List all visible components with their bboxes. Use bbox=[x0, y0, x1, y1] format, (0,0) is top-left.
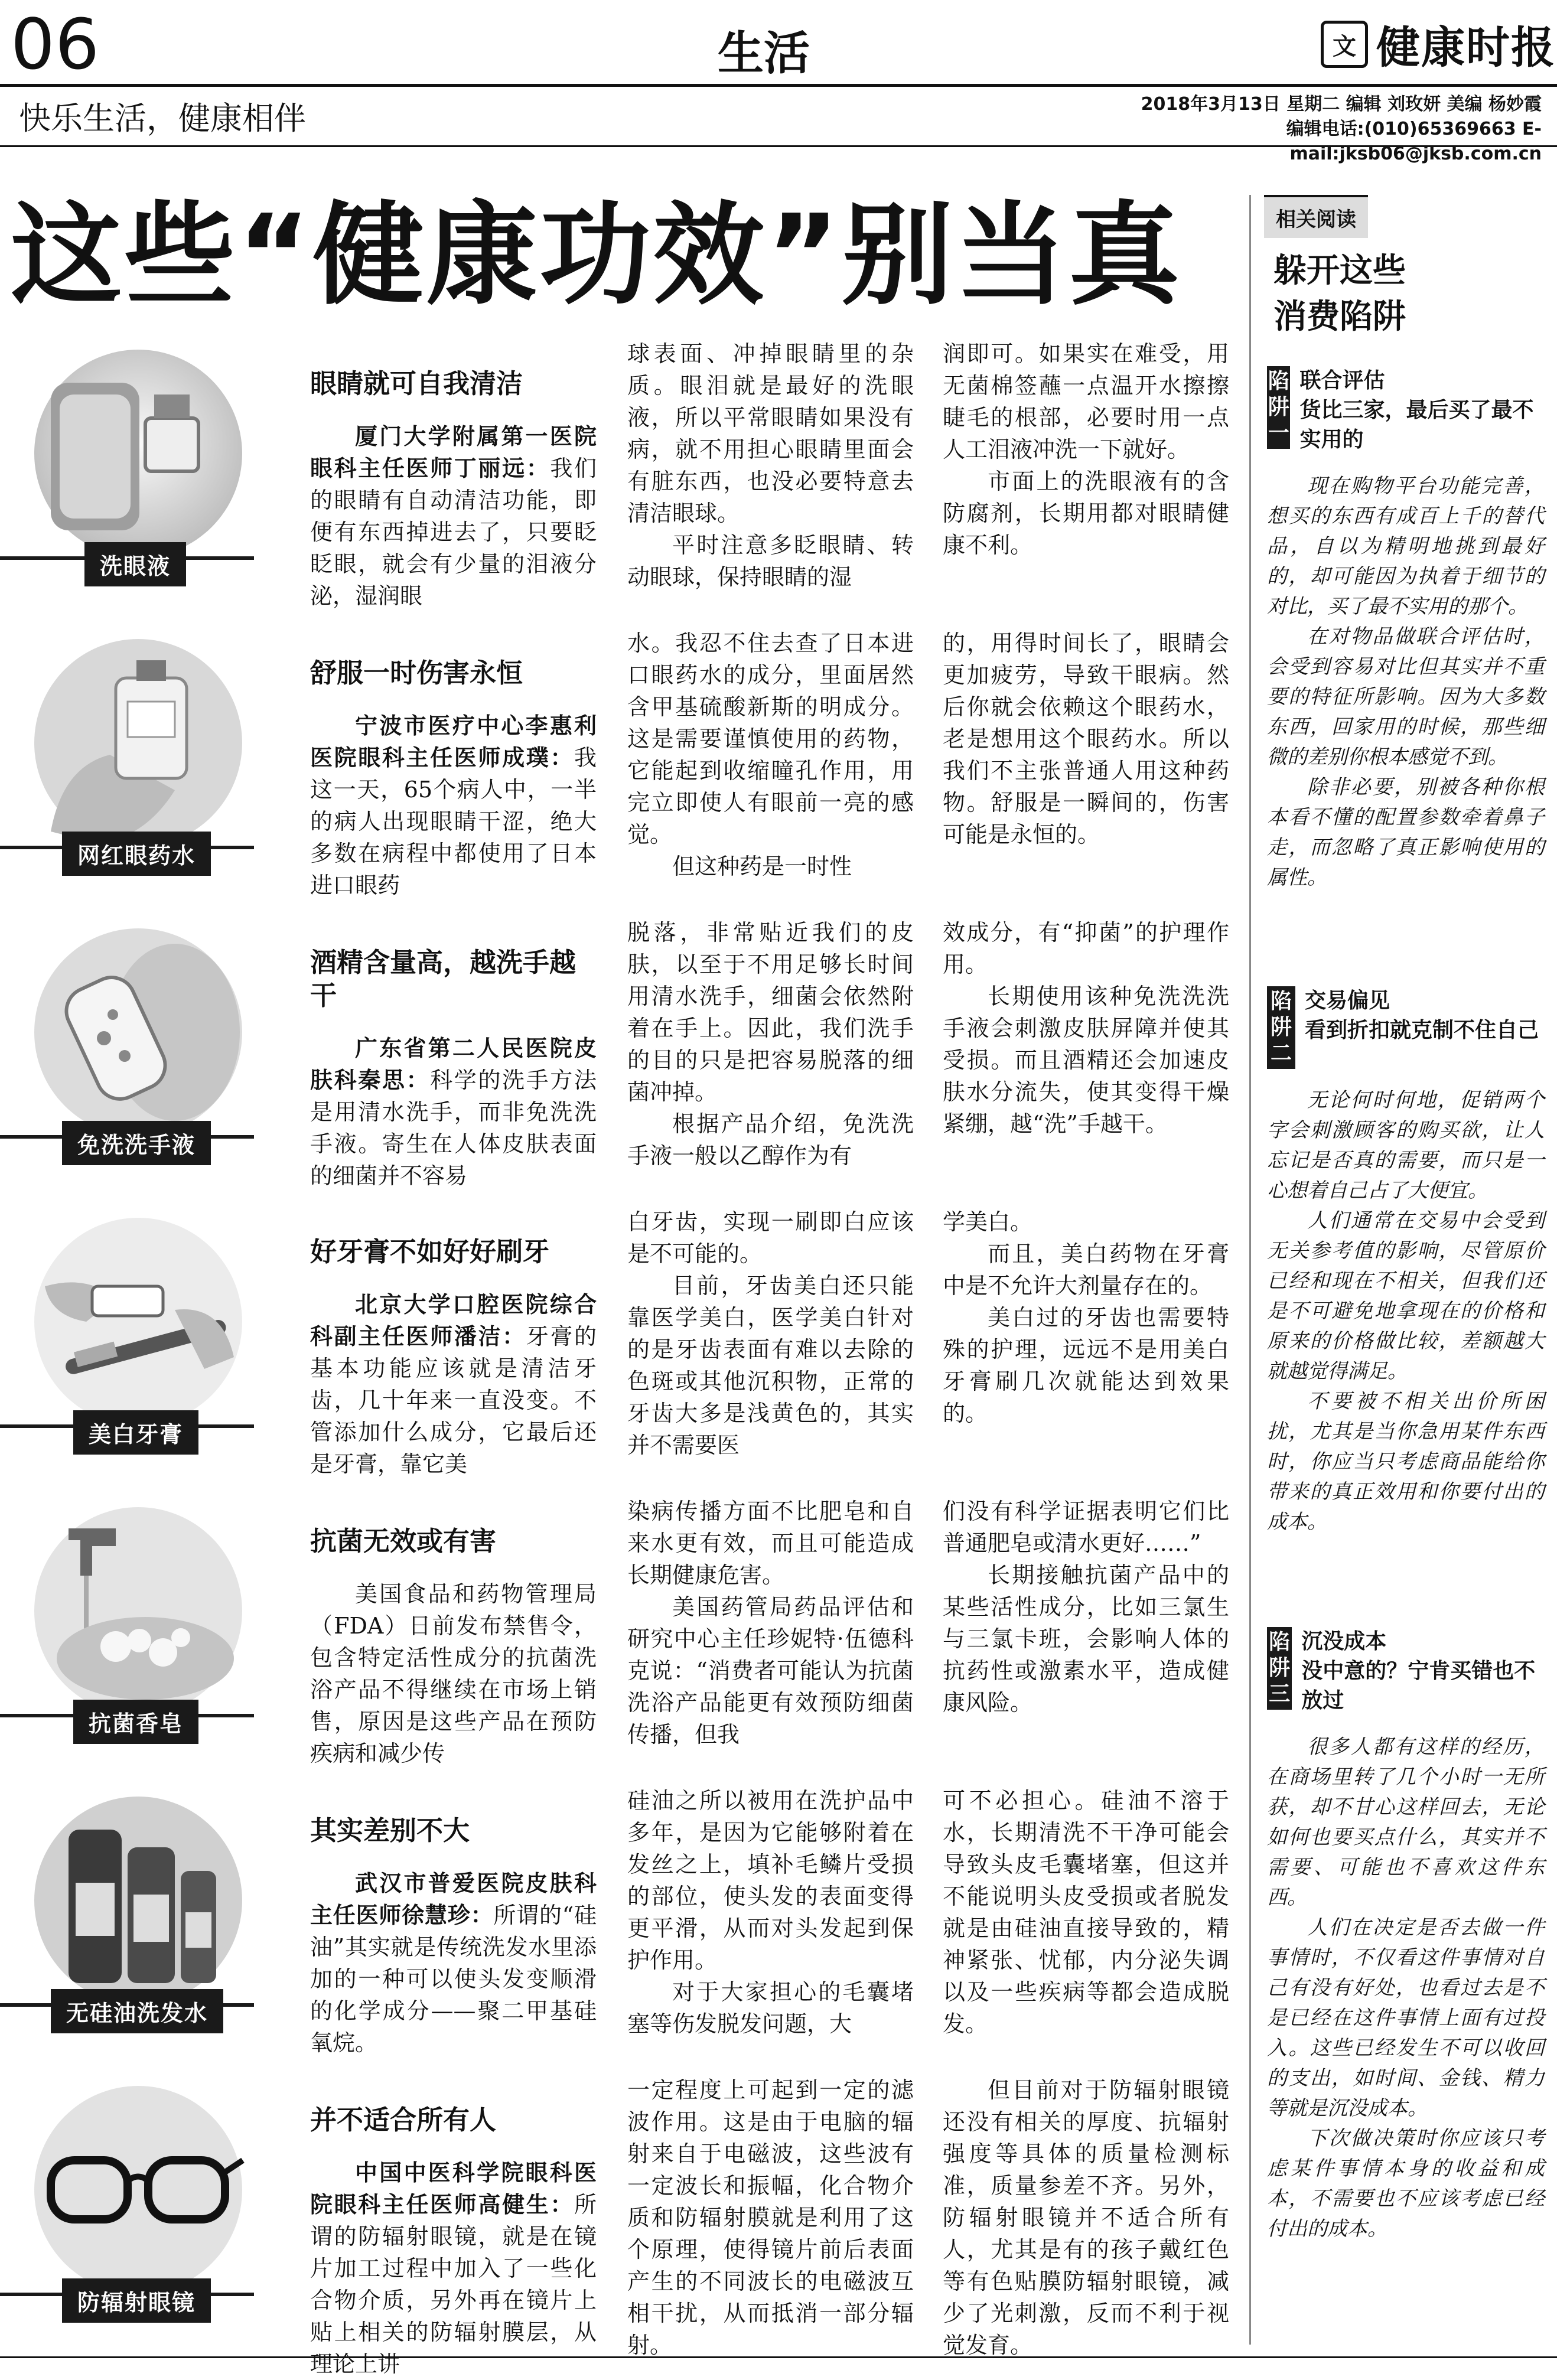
article-column bbox=[627, 1495, 914, 1767]
trap-badge-char: 陷 bbox=[1269, 1630, 1291, 1654]
trap-badge-char: 一 bbox=[1268, 421, 1289, 445]
trap-item bbox=[1267, 986, 1545, 1537]
article-paragraph bbox=[627, 850, 914, 882]
article-column bbox=[627, 627, 914, 899]
paragraph-text: 们没有科学证据表明它们比普通肥皂或清水更好……” bbox=[943, 1498, 1229, 1556]
paragraph-text: 平时注意多眨眼睛、转动眼球，保持眼睛的湿 bbox=[627, 532, 914, 590]
paragraph-text: 学美白。 bbox=[943, 1209, 1033, 1235]
trap-badge-char: 陷 bbox=[1270, 989, 1292, 1013]
trap-badge-char: 阱 bbox=[1270, 1015, 1292, 1039]
product-tag: 洗眼液 bbox=[84, 542, 186, 586]
article-paragraph bbox=[943, 1785, 1229, 2040]
article-title: 其实差别不大 bbox=[310, 1815, 470, 1846]
product-tag: 抗菌香皂 bbox=[73, 1700, 198, 1744]
trap-header bbox=[1267, 986, 1545, 1069]
paragraph-text: 美国药管局药品评估和研究中心主任珍妮特·伍德科克说：“消费者可能认为抗菌洗浴产品能更有效预防细菌传播，但我 bbox=[627, 1594, 914, 1747]
article-block bbox=[0, 920, 1240, 1221]
paragraph-text: 球表面、冲掉眼睛里的杂质。眼泪就是最好的洗眼液，所以平常眼睛如果没有病，就不用担心眼睛里面会有脏东西，也没必要特意去清洁眼球。 bbox=[627, 341, 914, 526]
paragraph-text: 而且，美白药物在牙膏中是不允许大剂量存在的。 bbox=[943, 1241, 1229, 1299]
trap-item bbox=[1267, 366, 1545, 893]
trap-paragraph: 无论何时何地，促销两个字会刺激顾客的购买欲，让人忘记是否真的需要，而只是一心想着自己占了大便宜。 bbox=[1267, 1088, 1545, 1202]
trap-badge bbox=[1267, 366, 1290, 449]
trap-paragraph: 现在购物平台功能完善，想买的东西有成百上千的替代品，自以为精明地挑到最好的，却可能因为执着于细节的对比，买了最不实用的那个。 bbox=[1267, 474, 1545, 618]
paragraph-text: 润即可。如果实在难受，用无菌棉签蘸一点温开水擦擦睫毛的根部，必要时用一点人工泪液冲洗一下就好。 bbox=[943, 341, 1229, 462]
article-paragraph bbox=[627, 917, 914, 1108]
trap-item bbox=[1267, 1627, 1545, 2244]
article-block bbox=[0, 1788, 1240, 2089]
article-photo bbox=[27, 1215, 249, 1428]
source-byline: 北京大学口腔医院综合科副主任医师潘洁： bbox=[310, 1291, 597, 1349]
article-title: 眼睛就可自我清洁 bbox=[310, 368, 523, 399]
trap-subtitle-line: 货比三家，最后买了最不实用的 bbox=[1299, 398, 1534, 452]
product-tag: 免洗洗手液 bbox=[62, 1121, 211, 1165]
article-photo bbox=[27, 1794, 249, 2007]
article-paragraph bbox=[943, 917, 1229, 980]
article-column bbox=[310, 1867, 597, 2068]
product-tag: 美白牙膏 bbox=[73, 1410, 198, 1455]
logo-seal: 文 bbox=[1321, 21, 1368, 68]
sidebar-title bbox=[1273, 248, 1406, 340]
section-title: 生活 bbox=[718, 27, 810, 80]
article-paragraph bbox=[627, 338, 914, 529]
article-title: 并不适合所有人 bbox=[310, 2104, 497, 2136]
product-tag: 无硅油洗发水 bbox=[51, 1989, 223, 2033]
paragraph-text: 白牙齿，实现一刷即白应该是不可能的。 bbox=[627, 1209, 914, 1267]
source-byline: 广东省第二人民医院皮肤科秦思： bbox=[310, 1035, 597, 1093]
article-column bbox=[310, 710, 597, 911]
trap-body bbox=[1267, 471, 1545, 893]
product-tag: 网红眼药水 bbox=[62, 832, 211, 876]
slogan: 快乐生活，健康相伴 bbox=[19, 100, 306, 137]
trap-paragraph: 人们通常在交易中会受到无关参考值的影响，尽管原价已经和现在不相关，但我们还是不可避免地拿现在的价格和原来的价格做比较，差额越大就越觉得满足。 bbox=[1267, 1209, 1545, 1383]
trap-subtitle-line: 交易偏见 bbox=[1305, 989, 1390, 1013]
main-headline: 这些“健康功效”别当真 bbox=[11, 191, 1183, 320]
trap-paragraph: 下次做决策时你应该只考虑某件事情本身的收益和成本，不需要也不应该考虑已经付出的成本。 bbox=[1267, 2127, 1545, 2241]
article-photo bbox=[27, 2084, 249, 2296]
article-paragraph bbox=[310, 1289, 597, 1480]
paragraph-text: 长期使用该种免洗洗洗手液会刺激皮肤屏障并使其受损。而且酒精还会加速皮肤水分流失，使其变得干燥紧绷，越“洗”手越干。 bbox=[943, 983, 1229, 1137]
paragraph-text: 美白过的牙齿也需要特殊的护理，远远不是用美白牙膏刷几次就能达到效果的。 bbox=[943, 1305, 1229, 1426]
trap-header bbox=[1267, 366, 1545, 455]
newspaper-logo bbox=[1321, 13, 1556, 76]
paragraph-text: 牙膏的基本功能应该就是清洁牙齿，几十年来一直没变。不管添加什么成分，它最后还是牙膏，靠它美 bbox=[310, 1323, 597, 1477]
header-rule-lower bbox=[0, 145, 1557, 147]
article-title: 酒精含量高，越洗手越干 bbox=[310, 947, 576, 1011]
paragraph-text: 脱落，非常贴近我们的皮肤，以至于不用足够长时间用清水洗手，细菌会依然附着在手上。因此，我们洗手的目的只是把容易脱落的细菌冲掉。 bbox=[627, 920, 914, 1105]
product-tag: 防辐射眼镜 bbox=[62, 2278, 211, 2323]
edition-meta bbox=[1057, 92, 1542, 167]
paragraph-text: 所谓的防辐射眼镜，就是在镜片加工过程中加入了一些化合物介质，另外再在镜片上贴上相关的防辐射膜层，从理论上讲 bbox=[310, 2192, 597, 2377]
trap-badge bbox=[1267, 1627, 1292, 1710]
article-paragraph bbox=[943, 627, 1229, 850]
paragraph-text: 根据产品介绍，免洗洗手液一般以乙醇作为有 bbox=[627, 1111, 914, 1169]
article-column bbox=[310, 420, 597, 621]
paragraph-text: 我们的眼睛有自动清洁功能，即便有东西掉进去了，只要眨眨眼，就会有少量的泪液分泌，湿润眼 bbox=[310, 455, 597, 609]
article-paragraph bbox=[627, 1108, 914, 1172]
article-photo bbox=[27, 1505, 249, 1717]
trap-badge-char: 二 bbox=[1270, 1041, 1292, 1065]
sidebar-title-line2: 消费陷阱 bbox=[1273, 298, 1406, 336]
article-paragraph bbox=[627, 1785, 914, 1976]
article-paragraph bbox=[943, 465, 1229, 561]
trap-subtitle-line: 沉没成本 bbox=[1301, 1629, 1387, 1654]
article-paragraph bbox=[310, 2157, 597, 2380]
sidebar-label: 相关阅读 bbox=[1264, 195, 1368, 238]
trap-body bbox=[1267, 1732, 1545, 2244]
source-byline: 宁波市医疗中心李惠利医院眼科主任医师成璞： bbox=[310, 712, 597, 771]
article-column bbox=[943, 1495, 1229, 1767]
paragraph-text: 科学的洗手方法是用清水洗手，而非免洗洗手液。寄生在人体皮肤表面的细菌并不容易 bbox=[310, 1067, 597, 1189]
article-title: 舒服一时伤害永恒 bbox=[310, 657, 523, 689]
trap-subtitle bbox=[1305, 986, 1539, 1045]
article-paragraph bbox=[627, 2074, 914, 2361]
article-title: 抗菌无效或有害 bbox=[310, 1525, 497, 1557]
source-byline: 武汉市普爱医院皮肤科主任医师徐慧珍： bbox=[310, 1870, 597, 1928]
article-block bbox=[0, 1498, 1240, 1800]
trap-subtitle bbox=[1301, 1627, 1545, 1716]
article-paragraph bbox=[627, 1591, 914, 1750]
article-paragraph bbox=[943, 1559, 1229, 1719]
sidebar-label-wrap bbox=[1264, 195, 1542, 238]
article-column bbox=[943, 627, 1229, 899]
paragraph-text: 水。我忍不住去查了日本进口眼药水的成分，里面居然含甲基硫酸新斯的明成分。这是需要谨慎使用的药物，它能起到收缩瞳孔作用，用完立即使人有眼前一亮的感觉。 bbox=[627, 630, 914, 847]
article-paragraph bbox=[310, 420, 597, 612]
column-divider bbox=[1249, 195, 1251, 2345]
article-column bbox=[943, 1785, 1229, 2056]
paragraph-text: 但目前对于防辐射眼镜还没有相关的厚度、抗辐射强度等具体的质量检测标准，质量参差不齐。另外，防辐射眼镜并不适合所有人，尤其是有的孩子戴红色等有色贴膜防辐射眼镜，减少了光刺激，反而不利于视觉发育。 bbox=[943, 2077, 1229, 2358]
sidebar-title-line1: 躲开这些 bbox=[1273, 252, 1406, 290]
trap-paragraph: 很多人都有这样的经历，在商场里转了几个小时一无所获，却不甘心这样回去，无论如何也要买点什么，其实并不需要、可能也不喜欢这件东西。 bbox=[1267, 1735, 1545, 1909]
article-photo bbox=[27, 926, 249, 1139]
article-paragraph bbox=[627, 529, 914, 593]
article-photo bbox=[27, 637, 249, 849]
article-paragraph bbox=[943, 1206, 1229, 1238]
article-column bbox=[627, 1785, 914, 2056]
trap-badge bbox=[1267, 986, 1295, 1069]
paragraph-text: 美国食品和药物管理局（FDA）日前发布禁售令，包含特定活性成分的抗菌洗浴产品不得继续在市场上销售，原因是这些产品在预防疾病和减少传 bbox=[310, 1581, 597, 1766]
trap-badge-char: 阱 bbox=[1268, 395, 1289, 419]
edition-meta-line1: 2018年3月13日 星期二 编辑 刘玫妍 美编 杨妙霞 bbox=[1141, 94, 1542, 115]
trap-body bbox=[1267, 1085, 1545, 1537]
trap-badge-char: 陷 bbox=[1268, 369, 1289, 393]
paragraph-text: 所谓的“硅油”其实就是传统洗发水里添加的一种可以使头发变顺滑的化学成分——聚二甲基硅氧烷。 bbox=[310, 1902, 597, 2056]
article-column bbox=[943, 1206, 1229, 1478]
article-column bbox=[943, 2074, 1229, 2358]
paragraph-text: 一定程度上可起到一定的滤波作用。这是由于电脑的辐射来自于电磁波，这些波有一定波长和振幅，化合物介质和防辐射膜就是利用了这个原理，使得镜片前后表面产生的不同波长的电磁波互相干扰，从而抵消一部分辐射。 bbox=[627, 2077, 914, 2358]
trap-subtitle-line: 联合评估 bbox=[1299, 369, 1385, 393]
article-paragraph bbox=[943, 1238, 1229, 1302]
trap-subtitle-line: 看到折扣就克制不住自己 bbox=[1305, 1018, 1539, 1042]
trap-badge-char: 三 bbox=[1269, 1682, 1291, 1706]
article-column bbox=[310, 1032, 597, 1200]
trap-subtitle bbox=[1299, 366, 1545, 455]
header-rule bbox=[0, 84, 1557, 87]
paragraph-text: 硅油之所以被用在洗护品中多年，是因为它能够附着在发丝之上，填补毛鳞片受损的部位，使头发的表面变得更平滑，从而对头发起到保护作用。 bbox=[627, 1788, 914, 1973]
paragraph-text: 对于大家担心的毛囊堵塞等伤发脱发问题，大 bbox=[627, 1979, 914, 2037]
paragraph-text: 我这一天，65个病人中，一半的病人出现眼睛干涩，绝大多数在病程中都使用了日本进口眼药 bbox=[310, 745, 597, 898]
article-column bbox=[627, 338, 914, 609]
trap-badge-char: 阱 bbox=[1269, 1656, 1291, 1680]
source-byline: 中国中医科学院眼科医院眼科主任医师高健生： bbox=[310, 2159, 597, 2218]
trap-subtitle-line: 没中意的？宁肯买错也不放过 bbox=[1301, 1659, 1536, 1713]
article-column bbox=[310, 1289, 597, 1489]
paragraph-text: 的，用得时间长了，眼睛会更加疲劳，导致干眼病。然后你就会依赖这个眼药水，老是想用这个眼药水。所以我们不主张普通人用这种药物。舒服是一瞬间的，伤害可能是永恒的。 bbox=[943, 630, 1229, 847]
article-title: 好牙膏不如好好刷牙 bbox=[310, 1236, 550, 1267]
edition-meta-line2: 编辑电话:(010)65369663 E-mail:jksb06@jksb.com.cn bbox=[1286, 119, 1542, 164]
article-column bbox=[943, 917, 1229, 1188]
paragraph-text: 效成分，有“抑菌”的护理作用。 bbox=[943, 920, 1229, 977]
article-paragraph bbox=[627, 627, 914, 850]
footer-rule bbox=[0, 2356, 1557, 2358]
article-paragraph bbox=[310, 1867, 597, 2059]
article-paragraph bbox=[943, 1302, 1229, 1429]
article-column bbox=[310, 2157, 597, 2377]
article-column bbox=[627, 2074, 914, 2358]
trap-paragraph: 除非必要，别被各种你根本看不懂的配置参数牵着鼻子走，而忽略了真正影响使用的属性。 bbox=[1267, 775, 1545, 889]
article-block bbox=[0, 630, 1240, 932]
trap-header bbox=[1267, 1627, 1545, 1716]
logo-text: 健康时报 bbox=[1376, 22, 1556, 73]
article-photo bbox=[27, 347, 249, 560]
article-paragraph bbox=[310, 1032, 597, 1192]
article-paragraph bbox=[627, 1270, 914, 1461]
page-number: 06 bbox=[11, 4, 100, 85]
article-paragraph bbox=[627, 1206, 914, 1270]
article-column bbox=[310, 1578, 597, 1779]
trap-paragraph: 在对物品做联合评估时，会受到容易对比但其实并不重要的特征所影响。因为大多数东西，回家用的时候，那些细微的差别你根本感觉不到。 bbox=[1267, 625, 1545, 769]
paragraph-text: 长期接触抗菌产品中的某些活性成分，比如三氯生与三氯卡班，会影响人体的抗药性或激素水平，造成健康风险。 bbox=[943, 1562, 1229, 1716]
article-column bbox=[627, 1206, 914, 1478]
article-block bbox=[0, 341, 1240, 643]
trap-paragraph: 人们在决定是否去做一件事情时，不仅看这件事情对自己有没有好处，也看过去是不是已经在这件事情上面有过投入。这些已经发生不可以收回的支出，如时间、金钱、精力等就是沉没成本。 bbox=[1267, 1916, 1545, 2120]
article-paragraph bbox=[943, 1495, 1229, 1559]
paragraph-text: 目前，牙齿美白还只能靠医学美白，医学美白针对的是牙齿表面有难以去除的色斑或其他沉积物，正常的牙齿大多是浅黄色的，其实并不需要医 bbox=[627, 1273, 914, 1458]
article-paragraph bbox=[627, 1495, 914, 1591]
article-block bbox=[0, 1209, 1240, 1511]
article-block bbox=[0, 2077, 1240, 2379]
article-paragraph bbox=[943, 2074, 1229, 2361]
trap-paragraph: 不要被不相关出价所困扰，尤其是当你急用某件东西时，你应当只考虑商品能给你带来的真正效用和你要付出的成本。 bbox=[1267, 1390, 1545, 1534]
source-byline: 厦门大学附属第一医院眼科主任医师丁丽远： bbox=[310, 423, 597, 481]
paragraph-text: 可不必担心。硅油不溶于水，长期清洗不干净可能会导致头皮毛囊堵塞，但这并不能说明头皮受损或者脱发就是由硅油直接导致的，精神紧张、忧郁，内分泌失调以及一些疾病等都会造成脱发。 bbox=[943, 1788, 1229, 2037]
article-paragraph bbox=[310, 1578, 597, 1769]
paragraph-text: 市面上的洗眼液有的含防腐剂，长期用都对眼睛健康不利。 bbox=[943, 468, 1229, 558]
article-paragraph bbox=[943, 980, 1229, 1140]
article-column bbox=[627, 917, 914, 1188]
paragraph-text: 但这种药是一时性 bbox=[672, 853, 852, 879]
paragraph-text: 染病传播方面不比肥皂和自来水更有效，而且可能造成长期健康危害。 bbox=[627, 1498, 914, 1588]
article-paragraph bbox=[943, 338, 1229, 465]
article-paragraph bbox=[310, 710, 597, 901]
article-paragraph bbox=[627, 1976, 914, 2040]
article-column bbox=[943, 338, 1229, 609]
